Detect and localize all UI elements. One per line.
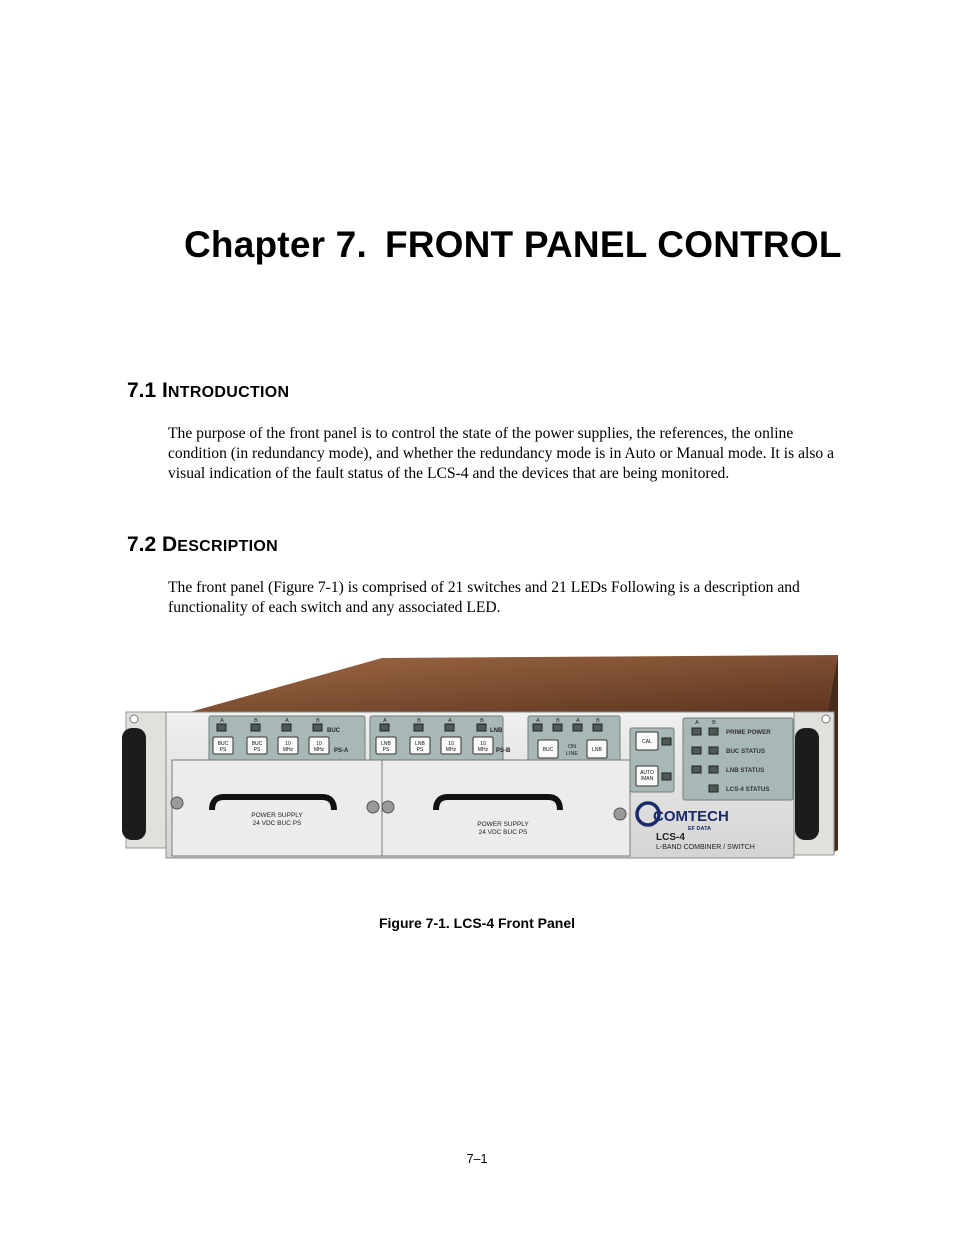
status-label: LCS-4 STATUS [726,786,770,793]
left-handle [122,728,146,840]
lnb-switch-2-label: PS [416,747,424,753]
online-led [593,724,602,731]
power-supply-a-module [172,760,382,856]
buc-switch-4-label: MHz [313,747,325,753]
status-label: PRIME POWER [726,729,771,736]
auto-man-switch-label: AUTO [640,770,654,776]
lnb-led-letter: B [480,718,484,724]
buc-switch-2-label: BUC [251,741,263,747]
status-led [709,785,718,792]
online-led [533,724,542,731]
auto-man-switch-label: /MAN [640,776,654,782]
buc-switch-3-label: 10 [285,741,291,747]
lnb-switch-4-label: 10 [480,741,486,747]
model-description: L-BAND COMBINER / SWITCH [656,844,755,851]
ps-a-label: PS-A [334,748,349,754]
power-supply-b-module [382,760,630,856]
status-led-a [692,747,701,754]
buc-group-label: BUC [327,728,340,734]
lnb-switch-2-label: LNB [415,741,425,747]
online-label-line1: ON [567,744,577,750]
buc-led [217,724,226,731]
buc-led-letter: A [220,718,224,724]
lnb-group-label: LNB [490,728,503,734]
power-supply-b-label-line2: 24 VDC BUC PS [478,829,528,836]
status-led-a [692,728,701,735]
online-lnb-switch-label: LNB [592,747,602,753]
lnb-led-letter: A [383,718,387,724]
status-led-letter-a: A [695,720,699,726]
figure-caption: Figure 7-1. LCS-4 Front Panel [378,915,576,931]
buc-led [313,724,322,731]
online-led-letter: A [576,718,580,724]
status-led-a [692,766,701,773]
lnb-led-letter: A [448,718,452,724]
lnb-led [380,724,389,731]
lnb-switch-3-label: 10 [448,741,454,747]
lnb-led [445,724,454,731]
auto-man-led [662,773,671,780]
lnb-led [414,724,423,731]
chapter-name: FRONT PANEL CONTROL [384,224,842,265]
power-supply-a-label-line1: POWER SUPPLY [251,812,303,819]
status-led-b [709,766,718,773]
description-paragraph: The front panel (Figure 7-1) is comprised of 21 switches and 21 LEDs Following is a description and functionality of each switch and any associated LED. [168,579,800,616]
buc-switch-2-label: PS [253,747,261,753]
lnb-switch-1-label: LNB [381,741,391,747]
buc-led-letter: B [316,718,320,724]
section-heading-description: 7.2 DESCRIPTION [127,533,279,556]
buc-switch-1-label: PS [219,747,227,753]
buc-led [251,724,260,731]
brand-subtitle: EF DATA [688,826,712,832]
buc-led [282,724,291,731]
lnb-switch-3-label: MHz [445,747,457,753]
online-led-letter: B [596,718,600,724]
buc-led-letter: A [285,718,289,724]
online-buc-switch-label: BUC [542,747,554,753]
cal-switch-label: CAL [642,739,652,745]
online-led-letter: B [556,718,560,724]
online-led-letter: A [536,718,540,724]
buc-switch-1-label: BUC [217,741,229,747]
lcs4-front-panel-image [120,650,840,865]
power-supply-a-label-line2: 24 VDC BUC PS [252,820,302,827]
lnb-led-letter: B [417,718,421,724]
status-led-b [709,747,718,754]
lnb-led [477,724,486,731]
status-led-b [709,728,718,735]
ps-b-label: PS-B [496,748,511,754]
lnb-switch-4-label: MHz [477,747,489,753]
buc-switch-3-label: MHz [282,747,294,753]
power-supply-b-label-line1: POWER SUPPLY [477,821,529,828]
status-label: BUC STATUS [726,748,765,755]
status-led-letter-b: B [712,720,716,726]
brand-name: COMTECH [653,808,729,825]
lnb-switch-1-label: PS [382,747,390,753]
section-heading-introduction: 7.1 INTRODUCTION [127,379,290,402]
cal-led [662,738,671,745]
online-label-line2: LINE [565,751,579,757]
introduction-paragraph: The purpose of the front panel is to control the state of the power supplies, the references, the online condition (in redundancy mode), and whether the redundancy mode is in Auto or Manual mode. It is also a visual indication of the fault status of the LCS-4 and the devices that are being monitored. [168,425,835,482]
online-led [573,724,582,731]
status-label: LNB STATUS [726,767,765,774]
chassis-lid [190,655,838,712]
page-number: 7–1 [466,1152,488,1166]
buc-led-letter: B [254,718,258,724]
online-led [553,724,562,731]
buc-switch-4-label: 10 [316,741,322,747]
chapter-title [184,224,842,266]
model-name: LCS-4 [656,832,685,843]
front-panel-figure [120,650,840,865]
chapter-number: Chapter 7. [184,224,367,265]
right-handle [795,728,819,840]
